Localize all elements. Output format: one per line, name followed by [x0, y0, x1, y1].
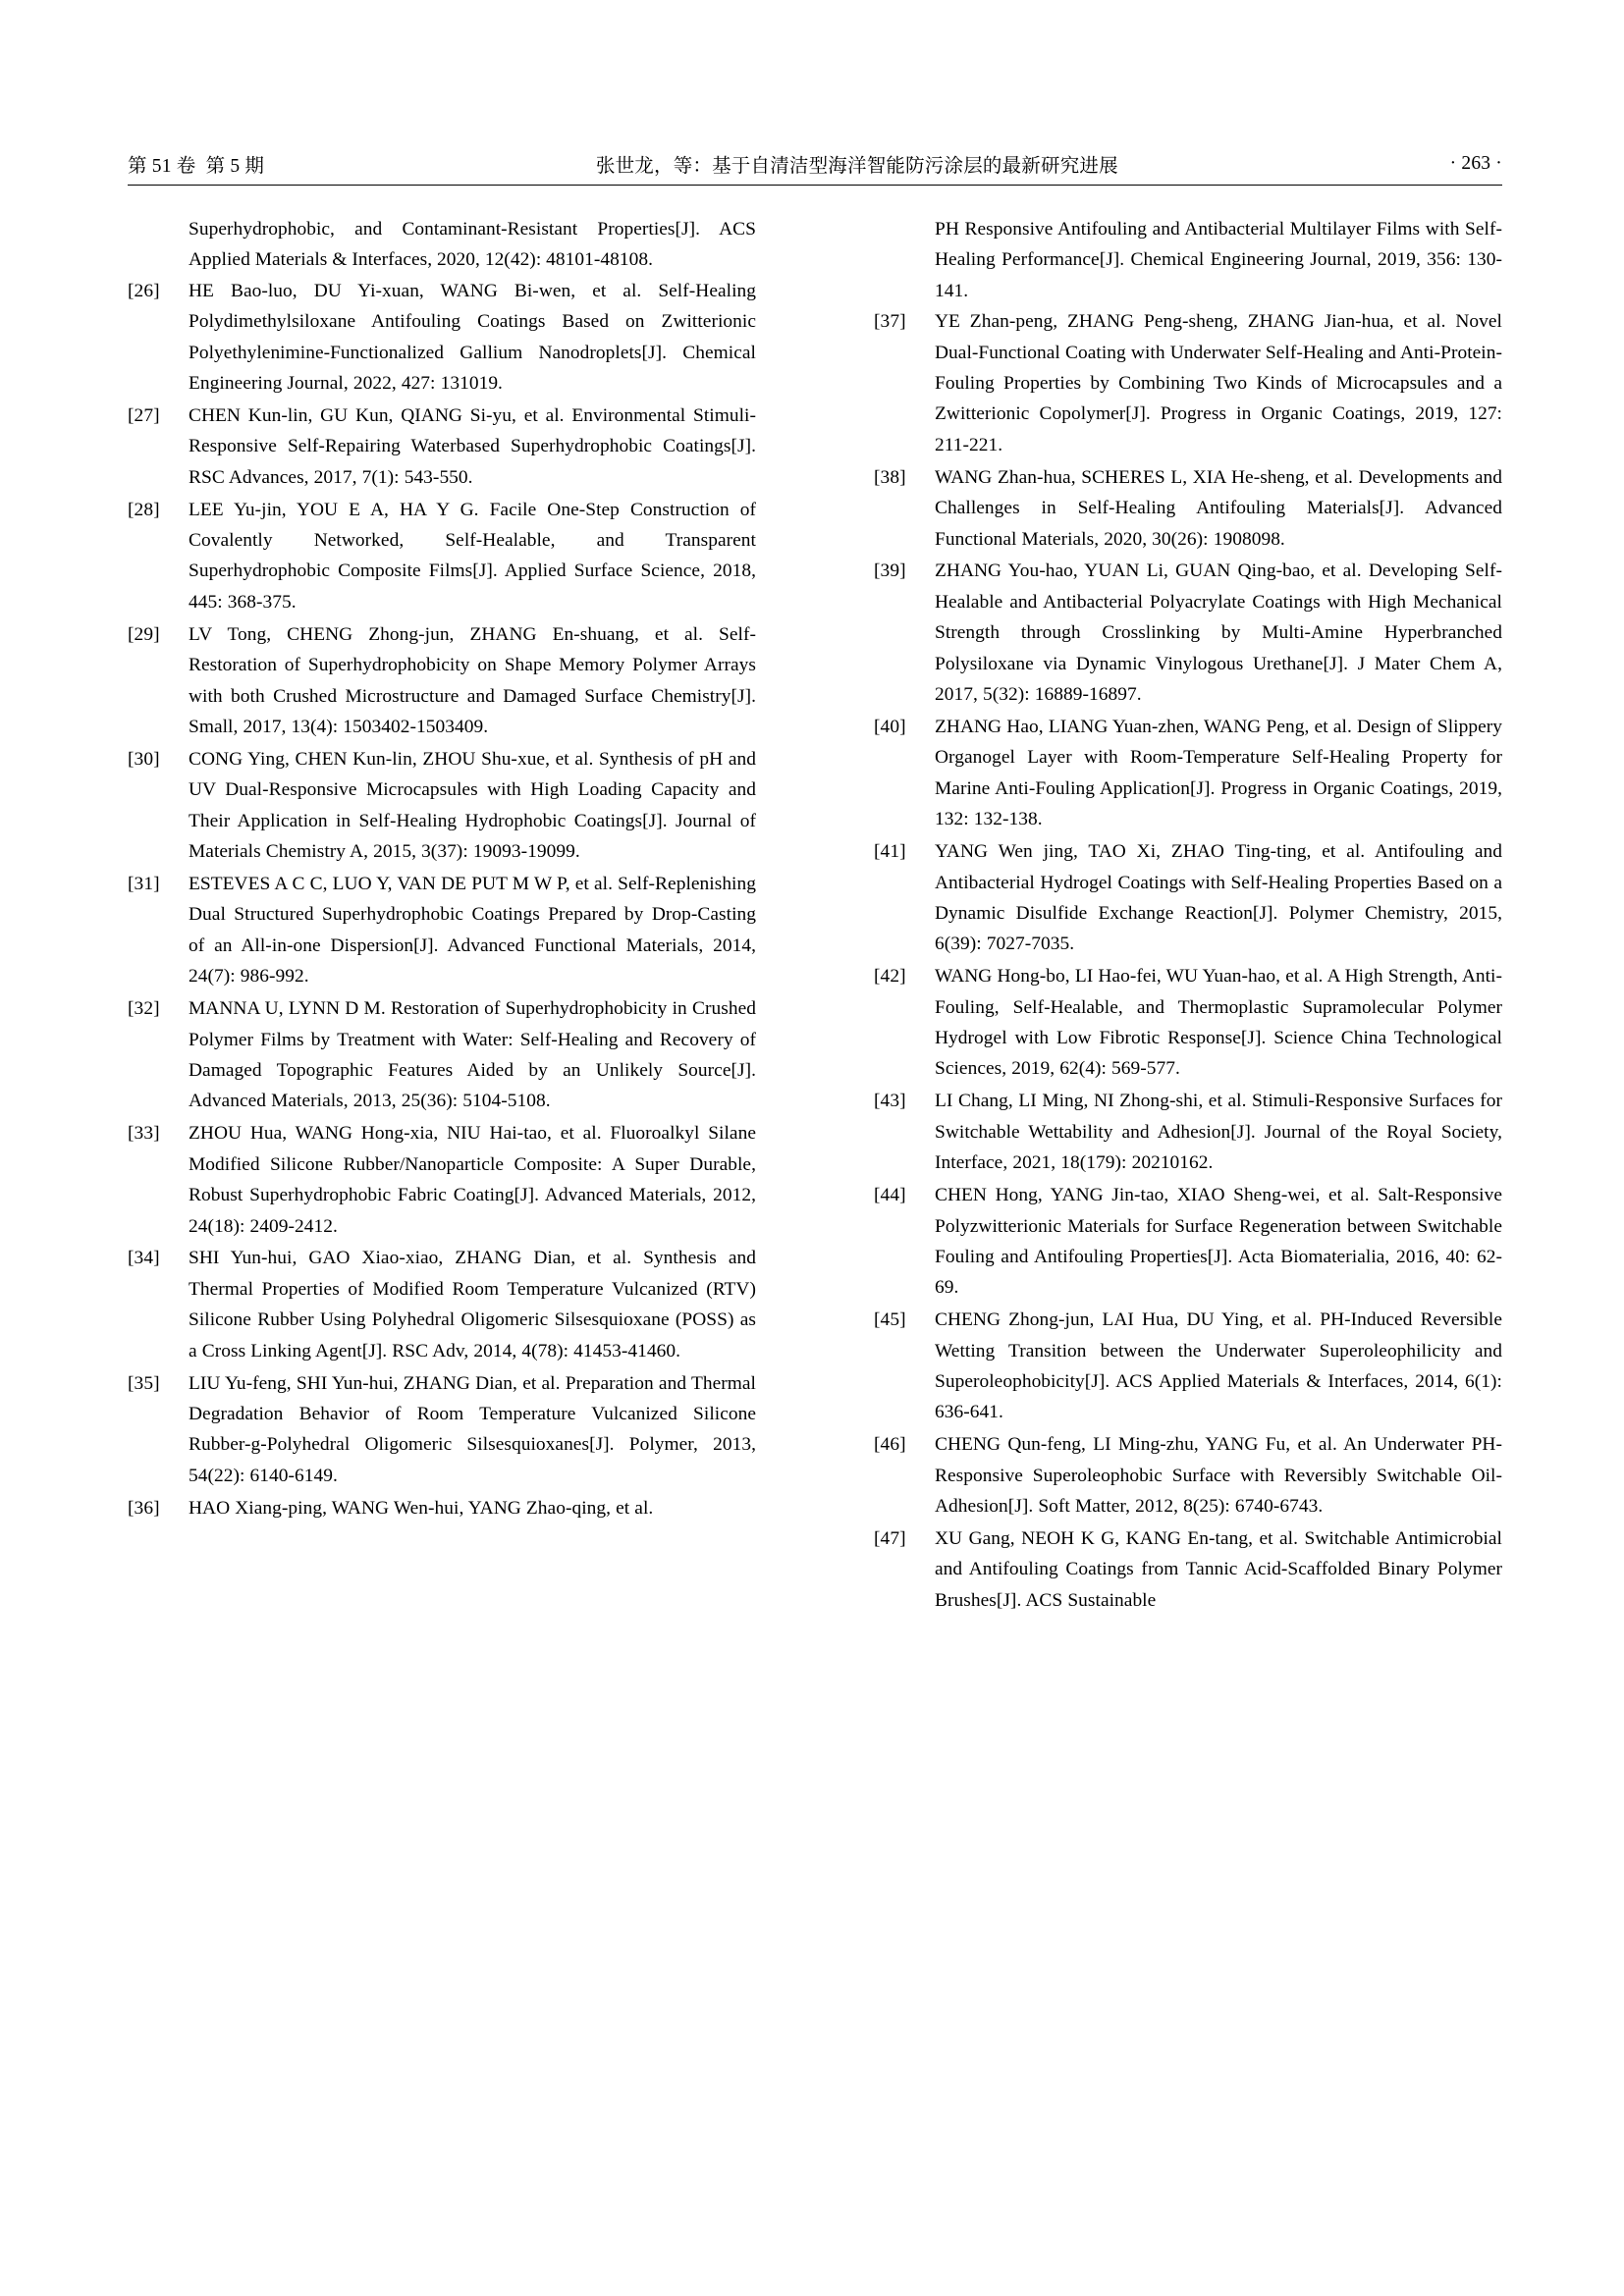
reference-number: [26] — [128, 280, 160, 301]
reference-number: [40] — [874, 717, 906, 737]
reference-item — [128, 993, 756, 1117]
reference-text: CONG Ying, CHEN Kun-lin, ZHOU Shu-xue, et al. Synthesis of pH and UV Dual-Responsive Microcapsules with High Loading Capacity and Their Application in Self-Healing Hydrophobic Coatings[J]. Journal of Materials Chemistry A, 2015, 3(37): 19093-19099. — [189, 748, 756, 863]
reference-number: [33] — [128, 1123, 160, 1145]
reference-text: ZHANG Hao, LIANG Yuan-zhen, WANG Peng, et al. Design of Slippery Organogel Layer with Room-Temperature Self-Healing Property for Marine Anti-Fouling Application[J]. Progress in Organic Coatings, 2019, 132: 132-138. — [935, 717, 1502, 830]
reference-text: CHENG Qun-feng, LI Ming-zhu, YANG Fu, et al. An Underwater PH-Responsive Superoleophobic Surface with Reversibly Switchable Oil-Adhesion[J]. Soft Matter, 2012, 8(25): 6740-6743. — [935, 1434, 1502, 1518]
reference-item — [128, 495, 756, 618]
reference-item — [874, 1429, 1502, 1522]
reference-text: XU Gang, NEOH K G, KANG En-tang, et al. Switchable Antimicrobial and Antifouling Coatings from Tannic Acid-Scaffolded Binary Polymer Brushes[J]. ACS Sustainable — [935, 1528, 1502, 1611]
reference-number: [30] — [128, 748, 160, 770]
reference-number: [28] — [128, 499, 160, 520]
reference-text: HAO Xiang-ping, WANG Wen-hui, YANG Zhao-qing, et al. — [189, 1497, 654, 1519]
reference-continuation: PH Responsive Antifouling and Antibacterial Multilayer Films with Self-Healing Performance[J]. Chemical Engineering Journal, 2019, 356: 130-141. — [935, 219, 1502, 301]
reference-number: [35] — [128, 1372, 160, 1394]
reference-item — [874, 1523, 1502, 1616]
reference-item — [128, 1243, 756, 1366]
reference-number: [44] — [874, 1185, 906, 1206]
reference-item — [874, 1086, 1502, 1178]
reference-item — [128, 276, 756, 400]
reference-text: WANG Zhan-hua, SCHERES L, XIA He-sheng, et al. Developments and Challenges in Self-Healing Antifouling Materials[J]. Advanced Functional Materials, 2020, 30(26): 1908098. — [935, 466, 1502, 550]
reference-number: [39] — [874, 561, 906, 582]
reference-number: [47] — [874, 1528, 906, 1550]
reference-item — [874, 1180, 1502, 1304]
reference-text: LIU Yu-feng, SHI Yun-hui, ZHANG Dian, et al. Preparation and Thermal Degradation Behavior of Room Temperature Vulcanized Silicone Rubber-g-Polyhedral Oligomeric Silsesquioxanes[J]. Polymer, 2013, 54(22): 6140-6149. — [189, 1372, 756, 1486]
reference-text: YANG Wen jing, TAO Xi, ZHAO Ting-ting, et al. Antifouling and Antibacterial Hydrogel Coatings with Self-Healing Properties Based on a Dynamic Disulfide Exchange Reaction[J]. Polymer Chemistry, 2015, 6(39): 7027-7035. — [935, 841, 1502, 955]
reference-item — [128, 619, 756, 743]
reference-text: LEE Yu-jin, YOU E A, HA Y G. Facile One-Step Construction of Covalently Networked, Self-Healable, and Transparent Superhydrophobic Composite Films[J]. Applied Surface Science, 2018, 445: 368-375. — [189, 499, 756, 613]
reference-text: ESTEVES A C C, LUO Y, VAN DE PUT M W P, et al. Self-Replenishing Dual Structured Superhydrophobic Coatings Prepared by Drop-Casting of an All-in-one Dispersion[J]. Advanced Functional Materials, 2014, 24(7): 986-992. — [189, 874, 756, 988]
reference-item — [128, 1493, 756, 1523]
reference-item — [874, 836, 1502, 960]
reference-item — [128, 744, 756, 868]
reference-number: [46] — [874, 1434, 906, 1456]
reference-number: [31] — [128, 874, 160, 895]
reference-number: [37] — [874, 311, 906, 333]
reference-text: LI Chang, LI Ming, NI Zhong-shi, et al. Stimuli-Responsive Surfaces for Switchable Wettability and Adhesion[J]. Journal of the Royal Society, Interface, 2021, 18(179): 20210162. — [935, 1091, 1502, 1174]
running-head — [128, 147, 1502, 181]
reference-list-left — [128, 276, 756, 1523]
reference-text: ZHANG You-hao, YUAN Li, GUAN Qing-bao, et al. Developing Self-Healable and Antibacterial Polyacrylate Coatings with High Mechanical Strength through Crosslinking by Multi-Amine Hyperbranched Polysiloxane via Dynamic Vinylogous Urethane[J]. J Mater Chem A, 2017, 5(32): 16889-16897. — [935, 561, 1502, 706]
reference-text: ZHOU Hua, WANG Hong-xia, NIU Hai-tao, et al. Fluoroalkyl Silane Modified Silicone Rubber/Nanoparticle Composite: A Super Durable, Robust Superhydrophobic Fabric Coating[J]. Advanced Materials, 2012, 24(18): 2409-2412. — [189, 1123, 756, 1237]
column-left — [128, 214, 756, 1618]
reference-item — [874, 1305, 1502, 1428]
reference-item — [874, 712, 1502, 835]
reference-number: [29] — [128, 623, 160, 645]
reference-number: [27] — [128, 404, 160, 426]
reference-number: [43] — [874, 1091, 906, 1112]
reference-number: [38] — [874, 466, 906, 488]
reference-text: HE Bao-luo, DU Yi-xuan, WANG Bi-wen, et al. Self-Healing Polydimethylsiloxane Antifouling Coatings Based on Zwitterionic Polyethylenimine-Functionalized Gallium Nanodroplets[J]. Chemical Engineering Journal, 2022, 427: 131019. — [189, 280, 756, 395]
reference-item — [128, 1368, 756, 1492]
reference-item — [874, 462, 1502, 555]
reference-continuation: Superhydrophobic, and Contaminant-Resistant Properties[J]. ACS Applied Materials & Interfaces, 2020, 12(42): 48101-48108. — [189, 219, 756, 271]
reference-item — [874, 306, 1502, 460]
reference-text: CHEN Hong, YANG Jin-tao, XIAO Sheng-wei, et al. Salt-Responsive Polyzwitterionic Materials for Surface Regeneration between Switchable Fouling and Antifouling Properties[J]. Acta Biomaterialia, 2016, 40: 62-69. — [935, 1185, 1502, 1299]
reference-number: [32] — [128, 998, 160, 1020]
reference-item — [874, 961, 1502, 1085]
reference-item — [128, 869, 756, 992]
reference-text: YE Zhan-peng, ZHANG Peng-sheng, ZHANG Jian-hua, et al. Novel Dual-Functional Coating with Underwater Self-Healing and Anti-Protein-Fouling Properties by Combining Two Kinds of Microcapsules and a Zwitterionic Copolymer[J]. Progress in Organic Coatings, 2019, 127: 211-221. — [935, 311, 1502, 455]
page-number: · 263 · — [1449, 153, 1502, 174]
reference-text: CHENG Zhong-jun, LAI Hua, DU Ying, et al. PH-Induced Reversible Wetting Transition between the Underwater Superoleophilicity and Superoleophobicity[J]. ACS Applied Materials & Interfaces, 2014, 6(1): 636-641. — [935, 1309, 1502, 1423]
reference-text: WANG Hong-bo, LI Hao-fei, WU Yuan-hao, et al. A High Strength, Anti-Fouling, Self-Healable, and Thermoplastic Supramolecular Polymer Hydrogel with Low Fibrotic Response[J]. Science China Technological Sciences, 2019, 62(4): 569-577. — [935, 966, 1502, 1080]
reference-item — [128, 1118, 756, 1242]
reference-number: [41] — [874, 841, 906, 863]
reference-item — [874, 556, 1502, 710]
volume-issue: 第 51 卷 第 5 期 — [128, 156, 265, 177]
column-right — [874, 214, 1502, 1618]
header-rule — [128, 185, 1502, 186]
reference-list-right — [874, 306, 1502, 1616]
body-columns — [128, 214, 1502, 1618]
reference-text: LV Tong, CHENG Zhong-jun, ZHANG En-shuang, et al. Self-Restoration of Superhydrophobicity on Shape Memory Polymer Arrays with both Crushed Microstructure and Damaged Surface Chemistry[J]. Small, 2017, 13(4): 1503402-1503409. — [189, 623, 756, 737]
reference-text: SHI Yun-hui, GAO Xiao-xiao, ZHANG Dian, et al. Synthesis and Thermal Properties of Modified Room Temperature Vulcanized (RTV) Silicone Rubber Using Polyhedral Oligomeric Silsesquioxane (POSS) as a Cross Linking Agent[J]. RSC Adv, 2014, 4(78): 41453-41460. — [189, 1248, 756, 1362]
reference-number: [45] — [874, 1309, 906, 1331]
article-title: 张世龙，等：基于自清洁型海洋智能防污涂层的最新研究进展 — [595, 156, 1118, 177]
reference-number: [34] — [128, 1248, 160, 1269]
reference-number: [42] — [874, 966, 906, 988]
reference-item — [128, 400, 756, 493]
reference-text: MANNA U, LYNN D M. Restoration of Superhydrophobicity in Crushed Polymer Films by Treatment with Water: Self-Healing and Recovery of Damaged Topographic Features Aided by an Unlikely Source[J]. Advanced Materials, 2013, 25(36): 5104-5108. — [189, 998, 756, 1112]
reference-text: CHEN Kun-lin, GU Kun, QIANG Si-yu, et al. Environmental Stimuli-Responsive Self-Repairing Waterbased Superhydrophobic Coatings[J]. RSC Advances, 2017, 7(1): 543-550. — [189, 404, 756, 488]
reference-number: [36] — [128, 1497, 160, 1519]
